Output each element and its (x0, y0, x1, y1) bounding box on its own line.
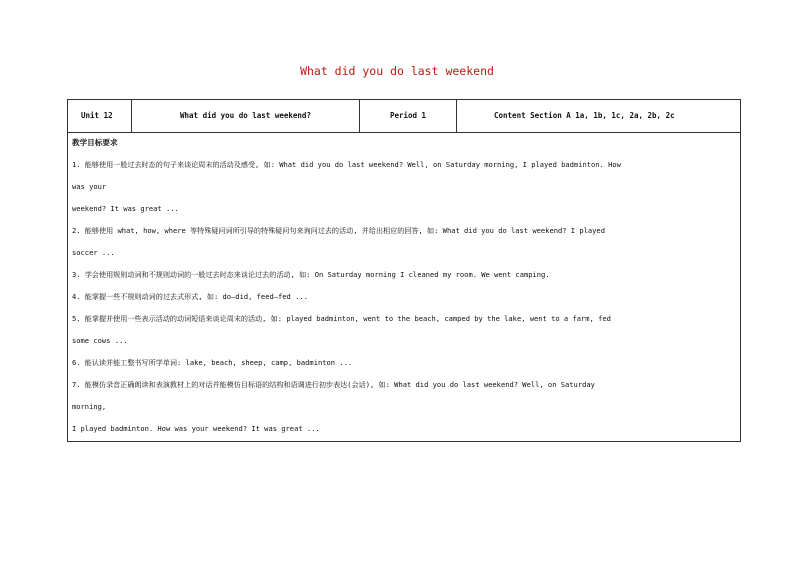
objective-line: 3. 学会使用规则动词和不规则动词的一般过去时态来谈论过去的活动, 如: On Saturday morning I cleaned my room. We went camping. (72, 270, 550, 279)
content-cell: Content Section A 1a, 1b, 1c, 2a, 2b, 2c (494, 111, 675, 120)
document-title: What did you do last weekend (300, 64, 494, 78)
table-header-row (68, 100, 740, 133)
objective-line: 5. 能掌握并使用一些表示活动的动词短语来谈论周末的活动, 如: played badminton, went to the beach, camped by the lake, went to a farm, fed (72, 314, 611, 323)
topic-cell: What did you do last weekend? (132, 100, 360, 132)
lesson-plan-table (67, 99, 741, 442)
objective-line: 7. 能模仿录音正确朗读和表演教材上的对话并能模仿目标语的结构和语调进行初步表达(会话), 如: What did you do last weekend? Well, on Saturday (72, 380, 595, 389)
objective-line: 1. 能够使用一般过去时态的句子来谈论周末的活动及感受, 如: What did you do last weekend? Well, on Saturday morning, I played badminton. How (72, 160, 621, 169)
objective-line: 6. 能认读并能工整书写所学单词: lake, beach, sheep, camp, badminton ... (72, 358, 353, 367)
objective-line: some cows ... (72, 336, 128, 345)
objective-line: soccer ... (72, 248, 115, 257)
objectives-heading: 教学目标要求 (72, 138, 118, 147)
objective-line: I played badminton. How was your weekend? It was great ... (72, 424, 320, 433)
objective-line: 2. 能够使用 what, how, where 等特殊疑问词所引导的特殊疑问句来询问过去的活动, 并给出相应的回答, 如: What did you do last weekend? I played (72, 226, 605, 235)
objective-line: morning, (72, 402, 107, 411)
unit-cell: Unit 12 (68, 100, 132, 132)
objective-line: 4. 能掌握一些不规则动词的过去式形式, 如: do—did, feed—fed ... (72, 292, 308, 301)
objective-line: weekend? It was great ... (72, 204, 179, 213)
period-cell: Period 1 (360, 100, 457, 132)
objective-line: was your (72, 182, 107, 191)
